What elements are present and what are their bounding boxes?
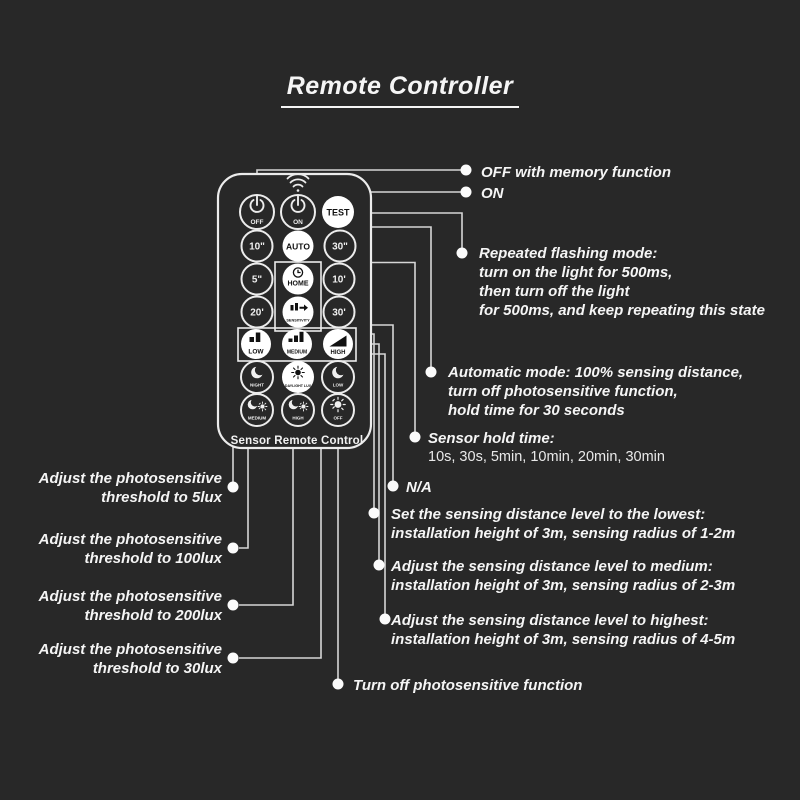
bullet-auto: [426, 367, 437, 378]
annotation-distance-medium: Adjust the sensing distance level to medium: installation height of 3m, sensing radius of 2-3m: [391, 558, 736, 594]
annotation-distance-low: Set the sensing distance level to the lowest: installation height of 3m, sensing radius of 1-2m: [391, 506, 736, 542]
button-sensitivity[interactable]: [283, 297, 314, 328]
button-distance-low-label: LOW: [248, 348, 264, 356]
button-sensitivity-label: SENSITIVITY: [286, 318, 310, 323]
button-lux-high-label: HIGH: [292, 415, 304, 421]
annotation-na: N/A: [406, 479, 432, 496]
bullet-lux30: [228, 653, 239, 664]
bullet-hold-time: [410, 432, 421, 443]
bullet-distance-low: [369, 508, 380, 519]
button-30s-label: 30": [332, 241, 348, 253]
bullet-test: [457, 248, 468, 259]
bullet-lux200: [228, 600, 239, 611]
annotation-lux5: Adjust the photosensitive threshold to 5lux: [38, 470, 222, 506]
button-10min-label: 10': [332, 274, 346, 286]
button-30min-label: 30': [332, 307, 346, 319]
button-auto[interactable]: [283, 231, 314, 262]
button-lux-medium-label: MEDIUM: [247, 415, 267, 421]
button-5s-label: 5": [251, 274, 263, 286]
bullet-lux100: [228, 543, 239, 554]
remote-footer-label: Sensor Remote Control: [230, 435, 364, 447]
button-auto-label: AUTO: [286, 241, 310, 252]
annotation-photo-off: Turn off photosensitive function: [353, 677, 583, 694]
bullet-distance-high: [380, 614, 391, 625]
button-on-label: ON: [293, 219, 303, 226]
annotation-lux30: Adjust the photosensitive threshold to 30lux: [38, 641, 222, 677]
annotation-test: Repeated flashing mode: turn on the light for 500ms, then turn off the light for 500ms, and keep repeating this state: [479, 245, 765, 319]
annotation-lux200: Adjust the photosensitive threshold to 200lux: [38, 588, 222, 624]
annotation-auto: Automatic mode: 100% sensing distance, turn off photosensitive function, hold time for 30 seconds: [448, 364, 744, 419]
button-off-label: OFF: [250, 219, 264, 226]
bullet-na: [388, 481, 399, 492]
button-home[interactable]: [283, 264, 314, 295]
annotation-hold-time: Sensor hold time: 10s, 30s, 5min, 10min, 20min, 30min: [428, 430, 665, 465]
button-20min-label: 20': [250, 307, 264, 319]
button-test-label: TEST: [326, 207, 350, 218]
bullet-off: [461, 165, 472, 176]
button-distance-low[interactable]: [241, 329, 271, 359]
annotation-off: OFF with memory function: [481, 164, 671, 181]
sun-icon: [292, 366, 305, 379]
bullet-on: [461, 187, 472, 198]
annotation-on: ON: [481, 185, 504, 202]
button-lux-daylight-label: DAYLIGHT LUX: [284, 384, 312, 388]
button-test[interactable]: [322, 196, 354, 228]
annotation-distance-high: Adjust the sensing distance level to highest: installation height of 3m, sensing radius of 4-5m: [391, 612, 736, 648]
button-home-label: HOME: [287, 280, 309, 288]
button-lux-night-label: NIGHT: [250, 382, 264, 388]
button-lux-low-label: LOW: [332, 382, 344, 388]
button-distance-high[interactable]: [323, 329, 353, 359]
button-distance-high-label: HIGH: [330, 350, 346, 356]
button-distance-medium[interactable]: [282, 329, 312, 359]
button-lux-off-label: OFF: [333, 415, 343, 421]
button-distance-medium-label: MEDIUM: [286, 349, 308, 356]
annotation-lux100: Adjust the photosensitive threshold to 100lux: [38, 531, 222, 567]
bullet-distance-medium: [374, 560, 385, 571]
button-lux-daylight[interactable]: [282, 361, 314, 393]
button-10s-label: 10": [249, 241, 265, 253]
connector-lux200: [239, 426, 293, 605]
bullet-lux5: [228, 482, 239, 493]
bullet-photo-off: [333, 679, 344, 690]
page-title: Remote Controller: [0, 72, 800, 108]
